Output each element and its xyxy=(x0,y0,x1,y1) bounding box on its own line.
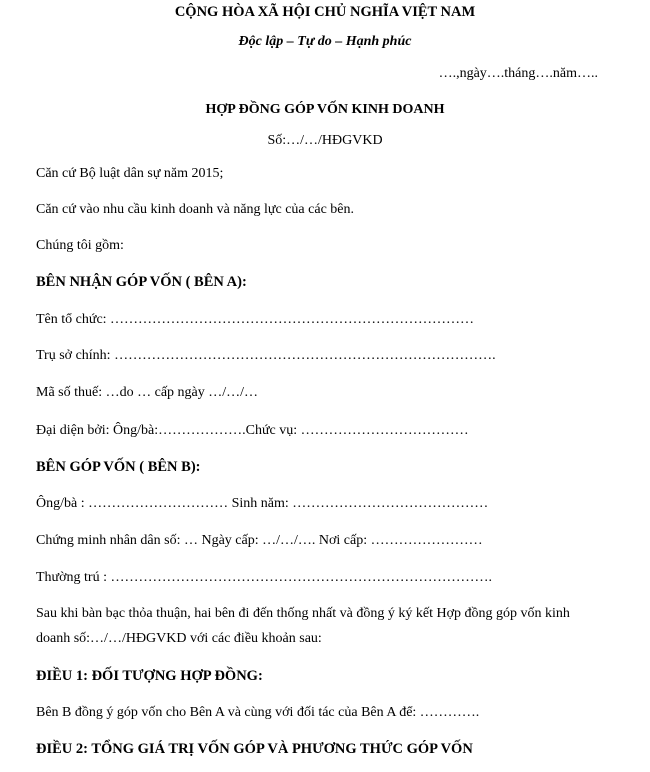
national-title: CỘNG HÒA XÃ HỘI CHỦ NGHĨA VIỆT NAM xyxy=(174,4,476,20)
party-b-heading: BÊN GÓP VỐN ( BÊN B): xyxy=(36,459,201,475)
parties-intro: Chúng tôi gồm: xyxy=(36,238,124,253)
legal-basis-business-needs: Căn cứ vào nhu cầu kinh doanh và năng lực của các bên. xyxy=(36,202,355,217)
contract-title: HỢP ĐỒNG GÓP VỐN KINH DOANH xyxy=(205,102,445,117)
party-b-residence: Thường trú : ………………………………………………………………………. xyxy=(36,570,492,585)
article-1-heading: ĐIỀU 1: ĐỐI TƯỢNG HỢP ĐỒNG: xyxy=(36,668,263,684)
contract-number: Số:…/…/HĐGVKD xyxy=(267,133,383,148)
party-b-id-card: Chứng minh nhân dân số: … Ngày cấp: …/…/…. Nơi cấp: …………………… xyxy=(36,533,483,548)
motto: Độc lập – Tự do – Hạnh phúc xyxy=(238,34,412,49)
party-a-heading: BÊN NHẬN GÓP VỐN ( BÊN A): xyxy=(36,274,247,290)
party-a-representative: Đại diện bởi: Ông/bà:……………….Chức vụ: ……………………………… xyxy=(36,423,469,438)
legal-basis-civil-code: Căn cứ Bộ luật dân sự năm 2015; xyxy=(36,166,224,181)
article-2-heading: ĐIỀU 2: TỔNG GIÁ TRỊ VỐN GÓP VÀ PHƯƠNG THỨC GÓP VỐN xyxy=(36,741,473,757)
party-a-head-office: Trụ sở chính: ………………………………………………………………………. xyxy=(36,348,496,363)
party-b-name-birth: Ông/bà : ………………………… Sinh năm: …………………………………… xyxy=(36,496,489,511)
agreement-line-2: doanh số:…/…/HĐGVKD với các điều khoản sau: xyxy=(36,631,322,646)
agreement-line-1: Sau khi bàn bạc thỏa thuận, hai bên đi đến thống nhất và đồng ý ký kết Hợp đồng góp vốn kinh xyxy=(36,606,570,621)
party-a-tax-code: Mã số thuế: …do … cấp ngày …/…/… xyxy=(36,385,259,400)
article-1-body: Bên B đồng ý góp vốn cho Bên A và cùng với đối tác của Bên A để: …………. xyxy=(36,705,480,720)
date-line: ….,ngày….tháng….năm….. xyxy=(438,66,598,81)
party-a-org-name: Tên tổ chức: …………………………………………………………………… xyxy=(36,312,475,327)
